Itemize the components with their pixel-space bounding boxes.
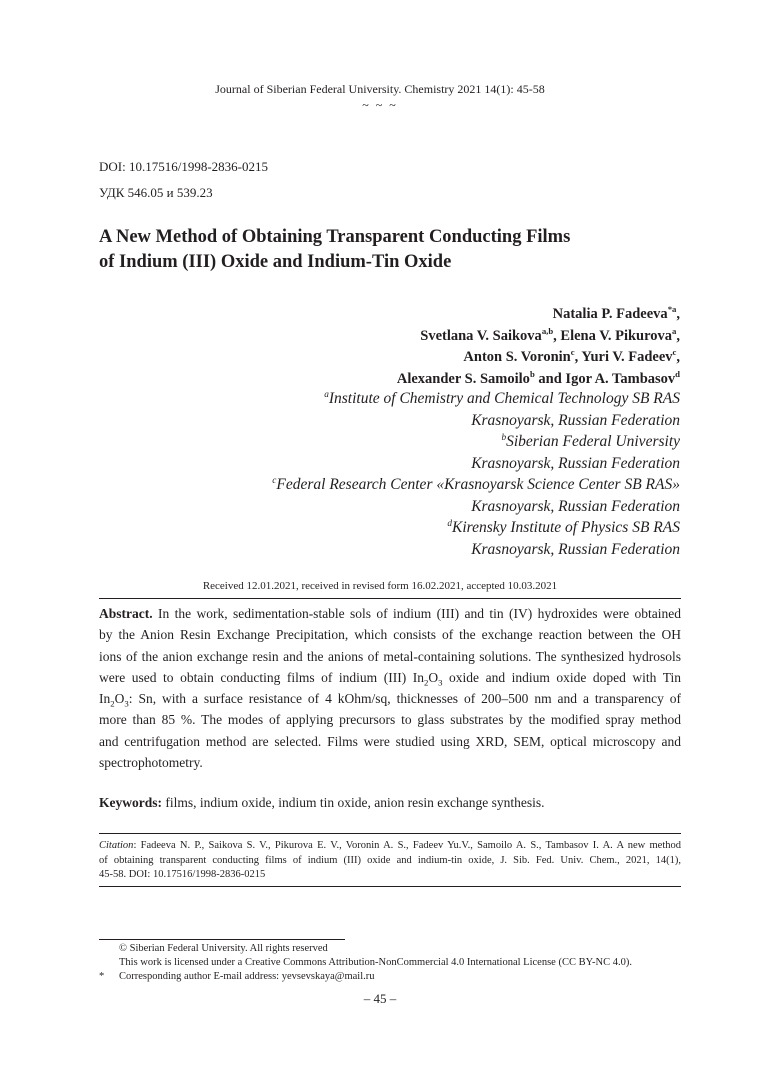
citation-block bbox=[99, 839, 681, 883]
author-line-3: Anton S. Voronin$^c$, Yuri V. Fadeev$^c$, bbox=[463, 347, 680, 365]
author-name: Elena V. Pikurova bbox=[560, 327, 673, 344]
author-name: Anton S. Voronin bbox=[463, 349, 571, 365]
footnote-copyright bbox=[99, 943, 328, 954]
author-affil-mark: a bbox=[672, 325, 677, 336]
affiliation-name bbox=[272, 431, 680, 453]
title-line-1: A New Method of Obtaining Transparent Conducting Films bbox=[99, 227, 571, 247]
affiliation-text: Kirensky Institute of Physics SB RAS bbox=[451, 519, 680, 536]
author-line-4 bbox=[397, 369, 680, 391]
affiliation-name bbox=[272, 388, 680, 410]
author-and: and bbox=[538, 370, 562, 387]
subscript: 2 bbox=[423, 677, 429, 688]
abstract-line bbox=[99, 667, 681, 688]
abstract-line: ions of the anion exchange resin and the anions of metal-containing solutions. The synthesized hydrosols bbox=[99, 648, 681, 664]
footnote-rule bbox=[99, 939, 345, 940]
abstract-line: by the Anion Resin Exchange Precipitation, which consists of the exchange reaction between the OH bbox=[99, 627, 681, 643]
author-affil-mark: a,b bbox=[541, 325, 554, 336]
author-list bbox=[397, 304, 680, 390]
abstract-text: O bbox=[114, 691, 125, 707]
abstract-top-rule bbox=[99, 598, 681, 599]
author-affil-mark: d bbox=[675, 368, 680, 379]
title-line-2: of Indium (III) Oxide and Indium-Tin Oxide bbox=[99, 252, 452, 272]
author-affil-mark: *a bbox=[667, 304, 677, 315]
author-name: Svetlana V. Saikova bbox=[420, 327, 542, 344]
page-number: – 45 – bbox=[363, 991, 397, 1006]
affiliation-mark: d bbox=[447, 518, 452, 529]
citation-line: 45-58. DOI: 10.17516/1998-2836-0215 bbox=[99, 869, 266, 880]
abstract-label: Abstract. bbox=[99, 606, 153, 621]
author-name: Alexander S. Samoilo bbox=[396, 370, 530, 387]
affiliation-name bbox=[272, 474, 680, 496]
footnote-email bbox=[99, 971, 374, 982]
author-name: Yuri V. Fadeev bbox=[581, 349, 673, 365]
abstract-block bbox=[99, 603, 681, 773]
citation-line bbox=[99, 839, 681, 854]
abstract-line: spectrophotometry. bbox=[99, 755, 203, 771]
citation-top-rule bbox=[99, 833, 681, 834]
author-affil-mark: c bbox=[570, 347, 575, 358]
affiliation-mark: a bbox=[324, 389, 329, 400]
footnote-text: This work is licensed under a Creative Commons Attribution-NonCommercial 4.0 International License (CC BY-NC 4.0). bbox=[119, 957, 632, 968]
affiliation-city: Krasnoyarsk, Russian Federation bbox=[471, 411, 680, 429]
footnote-text: © Siberian Federal University. All rights reserved bbox=[119, 943, 328, 954]
abstract-text: In the work, sedimentation-stable sols of indium (III) and tin (IV) hydroxides were obtained bbox=[158, 606, 682, 621]
subscript: 3 bbox=[438, 677, 443, 688]
subscript: 3 bbox=[124, 698, 129, 709]
keywords-text: films, indium oxide, indium tin oxide, anion resin exchange synthesis. bbox=[165, 795, 545, 810]
footnote-mark: * bbox=[99, 971, 105, 982]
citation-text: : Fadeeva N. P., Saikova S. V., Pikurova E. V., Voronin A. S., Fadeev Yu.V., Samoilo A. S., Tambasov I. A. A new method bbox=[133, 840, 681, 851]
udk-line: УДК 546.05 и 539.23 bbox=[99, 185, 213, 200]
affiliation-city: Krasnoyarsk, Russian Federation bbox=[471, 540, 680, 558]
affiliation-text: Federal Research Center «Krasnoyarsk Science Center SB RAS» bbox=[276, 476, 680, 493]
abstract-line bbox=[99, 688, 681, 709]
received-dates: Received 12.01.2021, received in revised form 16.02.2021, accepted 10.03.2021 bbox=[202, 580, 558, 592]
citation-label: Citation bbox=[99, 840, 134, 851]
affiliation-mark: b bbox=[501, 432, 507, 443]
abstract-line bbox=[99, 603, 681, 624]
abstract-text: were used to obtain conducting films of indium (III) In bbox=[99, 669, 424, 685]
citation-bottom-rule bbox=[99, 886, 681, 887]
footnote-text: Corresponding author E-mail address: yevsevskaya@mail.ru bbox=[119, 971, 375, 982]
keywords-line bbox=[99, 795, 681, 811]
affiliation-text: Siberian Federal University bbox=[506, 433, 680, 450]
affiliation-city: Krasnoyarsk, Russian Federation bbox=[471, 454, 680, 472]
abstract-line: and centrifugation method are selected. Films were studied using XRD, SEM, optical microscopy and bbox=[99, 733, 681, 749]
affiliation-list bbox=[272, 388, 680, 560]
affiliation-text: Institute of Chemistry and Chemical Technology SB RAS bbox=[328, 390, 680, 407]
abstract-text: O bbox=[428, 669, 439, 685]
doi-line: DOI: 10.17516/1998-2836-0215 bbox=[99, 159, 268, 174]
author-affil-mark: b bbox=[529, 368, 535, 379]
citation-line: of obtaining transparent conducting films of indium (III) oxide and indium-tin oxide, J. Sib. Fed. Univ. Chem., 2021, 14(1), bbox=[99, 854, 681, 866]
abstract-text: : Sn, with a surface resistance of 4 kOhm/sq, thicknesses of 200–500 nm and a transparency of bbox=[128, 691, 681, 707]
affiliation-mark: c bbox=[272, 475, 277, 486]
keywords-label: Keywords: bbox=[99, 795, 162, 810]
paper-title bbox=[99, 225, 679, 275]
author-name: Natalia P. Fadeeva bbox=[552, 306, 668, 322]
affiliation-name bbox=[272, 517, 680, 539]
subscript: 2 bbox=[110, 698, 115, 709]
author-affil-mark: c bbox=[672, 347, 677, 358]
header-ornament: ~ ~ ~ bbox=[362, 98, 398, 112]
abstract-text: In bbox=[99, 691, 111, 707]
abstract-text: oxide and indium oxide doped with Tin bbox=[449, 669, 681, 685]
journal-header: Journal of Siberian Federal University. Chemistry 2021 14(1): 45-58 bbox=[215, 82, 545, 96]
abstract-line: more than 85 %. The modes of applying precursors to glass substrates by the modified spray method bbox=[99, 712, 681, 728]
author-line-1: Natalia P. Fadeeva$^{*a}$, bbox=[552, 304, 680, 322]
author-line-2: Svetlana V. Saikova$^{a,b}$, Elena V. Pikurova$^a$, bbox=[420, 325, 680, 344]
footnote-license bbox=[99, 957, 632, 968]
author-name: Igor A. Tambasov bbox=[565, 370, 676, 387]
affiliation-city: Krasnoyarsk, Russian Federation bbox=[471, 497, 680, 515]
